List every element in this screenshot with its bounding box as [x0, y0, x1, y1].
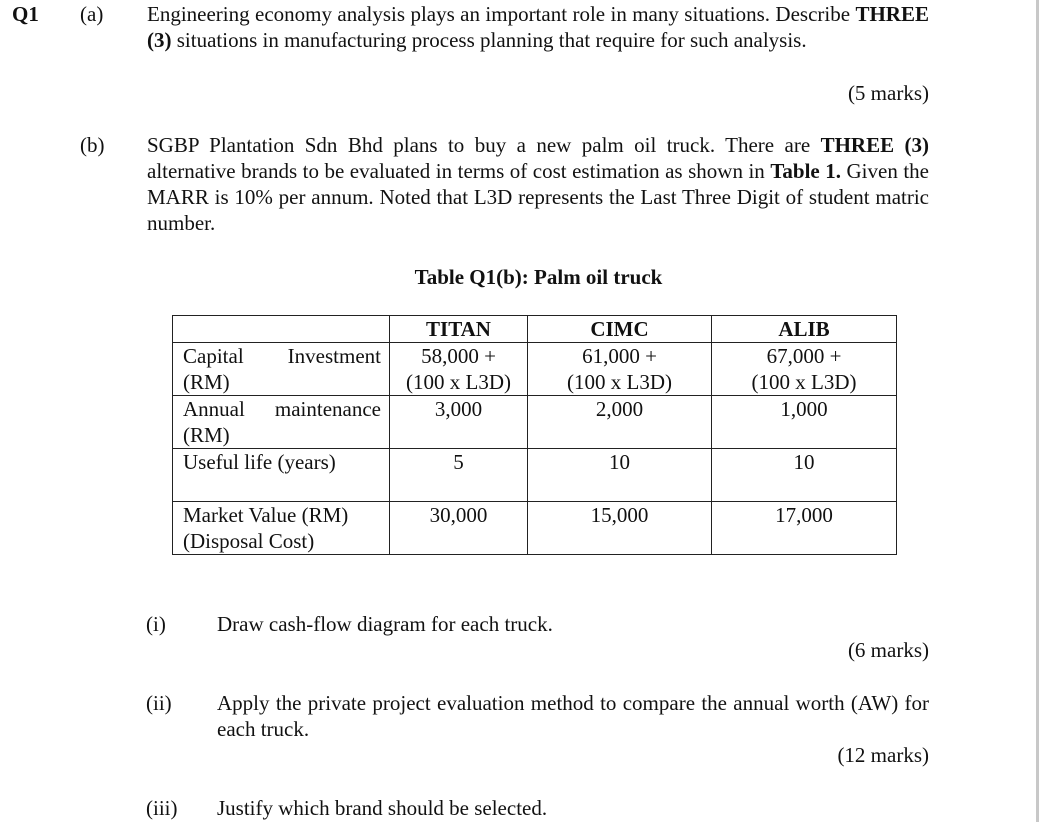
- cell-line-1: 67,000 +: [766, 344, 842, 368]
- table-row: [173, 449, 897, 502]
- cell-cimc-capital: [528, 343, 712, 396]
- cell-line-2: (100 x L3D): [567, 370, 672, 394]
- row-label-capital: [173, 343, 390, 396]
- cell-cimc-maintenance: 2,000: [528, 396, 712, 449]
- cell-titan-market: 30,000: [390, 502, 528, 555]
- subpart-i-text: Draw cash-flow diagram for each truck.: [217, 612, 553, 636]
- subpart-iii-text: Justify which brand should be selected.: [217, 796, 548, 820]
- cell-line-1: 61,000 +: [582, 344, 657, 368]
- cell-alib-capital: [712, 343, 897, 396]
- row-label-line-1: Capital Investment: [183, 344, 381, 368]
- part-b-label: (b): [80, 133, 105, 157]
- row-label-line-1: Annual maintenance: [183, 397, 381, 421]
- subpart-iii-label: (iii): [146, 796, 178, 820]
- subpart-ii-marks: (12 marks): [837, 743, 929, 767]
- part-b-text-bold-1: THREE (3): [820, 133, 929, 157]
- page-edge-scrollbar: [1036, 0, 1039, 822]
- row-label-line-2: (RM): [183, 370, 230, 394]
- table-row: [173, 396, 897, 449]
- cell-line-2: (100 x L3D): [406, 370, 511, 394]
- cell-titan-life: 5: [390, 449, 528, 502]
- part-a-text-bold: THREE (3): [147, 2, 929, 52]
- cost-table: [172, 315, 897, 555]
- cell-alib-maintenance: 1,000: [712, 396, 897, 449]
- cell-cimc-life: 10: [528, 449, 712, 502]
- table-row: [173, 343, 897, 396]
- question-number: Q1: [12, 2, 39, 26]
- table-header-empty: [173, 316, 390, 343]
- part-b-text-bold-2: Table 1.: [770, 159, 841, 183]
- row-label-line-2: (RM): [183, 423, 230, 447]
- row-label-maintenance: [173, 396, 390, 449]
- table-caption: Table Q1(b): Palm oil truck: [414, 265, 663, 289]
- table-header-titan: TITAN: [390, 316, 528, 343]
- part-a-text-2: situations in manufacturing process planning that require for such analysis.: [171, 28, 807, 52]
- cell-line-2: (100 x L3D): [751, 370, 857, 394]
- cell-cimc-market: 15,000: [528, 502, 712, 555]
- row-label-line-1: Market Value (RM): [183, 503, 349, 527]
- cell-alib-market: 17,000: [712, 502, 897, 555]
- subpart-i-label: (i): [146, 612, 166, 636]
- row-label-line-2: (Disposal Cost): [183, 529, 315, 553]
- cell-titan-capital: [390, 343, 528, 396]
- table-header-cimc: CIMC: [528, 316, 712, 343]
- part-a-text-1: Engineering economy analysis plays an important role in many situations. Describe: [147, 2, 856, 26]
- row-label-useful-life: [173, 449, 390, 502]
- part-a-text: [147, 1, 929, 53]
- row-label-market-value: [173, 502, 390, 555]
- table-header-row: [173, 316, 897, 343]
- part-a-label: (a): [80, 2, 104, 26]
- table-header-alib: ALIB: [712, 316, 897, 343]
- part-b-text-3: Given the MARR is 10% per annum. Noted that L3D represents the Last Three Digit of student matric number.: [147, 159, 929, 235]
- cell-alib-life: 10: [712, 449, 897, 502]
- part-b-text-1: SGBP Plantation Sdn Bhd plans to buy a new palm oil truck. There are: [147, 133, 821, 157]
- table-row: [173, 502, 897, 555]
- part-b-text: [147, 132, 929, 236]
- row-label-line-1: Useful life (years): [183, 450, 336, 474]
- part-a-marks: (5 marks): [847, 81, 929, 105]
- part-b-text-2: alternative brands to be evaluated in terms of cost estimation as shown in: [147, 159, 771, 183]
- subpart-i-marks: (6 marks): [847, 638, 929, 662]
- cell-titan-maintenance: 3,000: [390, 396, 528, 449]
- cell-line-1: 58,000 +: [421, 344, 496, 368]
- subpart-ii-label: (ii): [146, 691, 172, 715]
- subpart-ii-text: Apply the private project evaluation method to compare the annual worth (AW) for each truck.: [217, 691, 929, 741]
